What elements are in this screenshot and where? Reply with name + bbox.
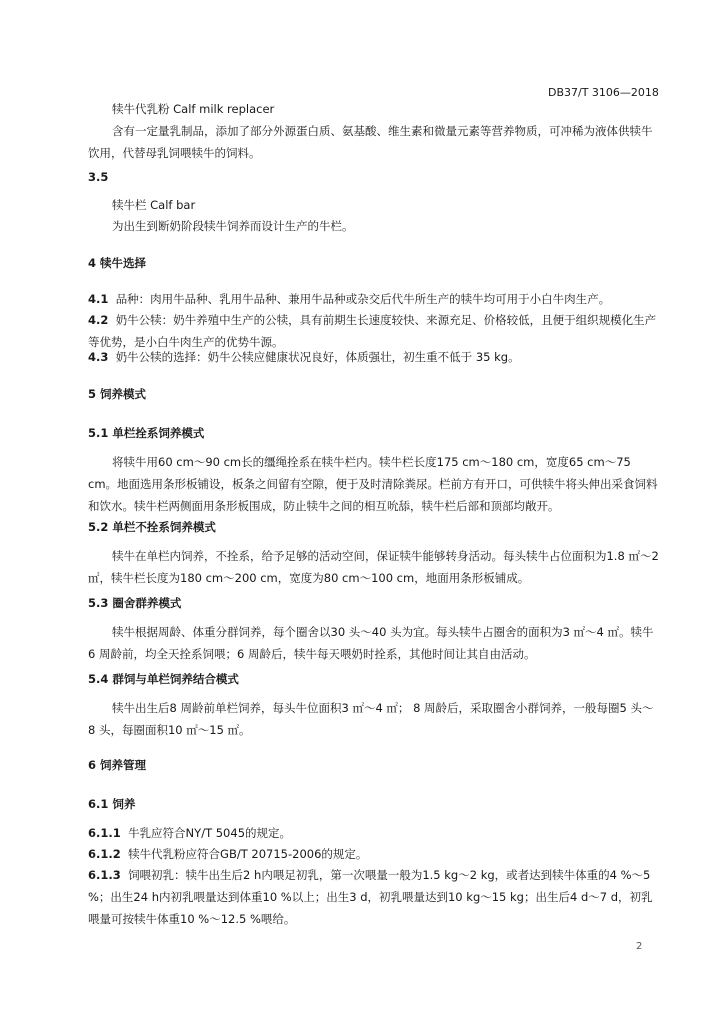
clause-number: 6.1.3: [88, 868, 121, 882]
section-4-heading: 4 犊牛选择: [88, 256, 147, 270]
clause-text: 牛乳应符合NY/T 5045的规定。: [128, 826, 292, 840]
clause-number: 4.1: [88, 292, 109, 306]
section-5-3-text: 犊牛根据周龄、体重分群饲养，每个圈舍以30 头～40 头为宜。每头犊牛占圈舍的面积为3 ㎡～4 ㎡。犊牛6 周龄前，均全天拴系饲喂；6 周龄后，犊牛每天喂奶时拴系，其他时间让其自由活动。: [88, 625, 654, 661]
section-5-1-heading: 5.1 单栏拴系饲养模式: [88, 426, 205, 440]
clause-number: 4.2: [88, 313, 109, 327]
section-5-2-heading: 5.2 单栏不拴系饲养模式: [88, 520, 216, 534]
standard-code: DB37/T 3106—2018: [548, 86, 659, 99]
section-5-4-text: 犊牛出生后8 周龄前单栏饲养，每头牛位面积3 ㎡～4 ㎡； 8 周龄后，采取圈舍小群饲养，一般每圈5 头～8 头，每圈面积10 ㎡～15 ㎡。: [88, 701, 654, 737]
clause-text: 犊牛代乳粉应符合GB/T 20715-2006的规定。: [128, 847, 368, 861]
clause-6-1-2: [88, 843, 660, 865]
section-5-2-text: 犊牛在单栏内饲养，不拴系，给予足够的活动空间，保证犊牛能够转身活动。每头犊牛占位面积为1.8 ㎡～2 ㎡，犊牛栏长度为180 cm～200 cm，宽度为80 cm～100 cm，地面用条形板铺成。: [88, 549, 659, 585]
term-definition-milk-replacer: 含有一定量乳制品，添加了部分外源蛋白质、氨基酸、维生素和微量元素等营养物质，可冲稀为液体供犊牛饮用，代替母乳饲喂犊牛的饲料。: [88, 124, 653, 160]
clause-4-3: [88, 346, 660, 368]
clause-number: 6.1.1: [88, 826, 121, 840]
term-number-3-5: 3.5: [88, 170, 109, 184]
clause-4-1: [88, 288, 660, 310]
clause-text: 奶牛公犊：奶牛养殖中生产的公犊，具有前期生长速度较快、来源充足、价格较低，且便于组织规模化生产等优势，是小白牛肉生产的优势牛源。: [88, 313, 657, 349]
clause-text: 品种：肉用牛品种、乳用牛品种、兼用牛品种或杂交后代牛所生产的犊牛均可用于小白牛肉生产。: [115, 292, 611, 306]
clause-6-1-3: [88, 864, 660, 930]
section-5-1-text: 将犊牛用60 cm～90 cm长的缰绳拴系在犊牛栏内。犊牛栏长度175 cm～180 cm，宽度65 cm～75 cm。地面选用条形板铺设，板条之间留有空隙，便于及时清除粪尿。栏前方有开口，可供犊牛将头伸出采食饲料和饮水。犊牛栏两侧面用条形板围成，防止犊牛之间的相互吮舔，犊牛栏后部和顶部均敞开。: [88, 455, 658, 513]
term-title-calf-bar: 犊牛栏 Calf bar: [112, 198, 196, 212]
section-6-1-heading: 6.1 饲养: [88, 797, 136, 811]
clause-6-1-1: [88, 822, 660, 844]
section-5-4-heading: 5.4 群饲与单栏饲养结合模式: [88, 672, 239, 686]
section-6-heading: 6 饲养管理: [88, 758, 147, 772]
clause-number: 4.3: [88, 350, 109, 364]
clause-text: 奶牛公犊的选择：奶牛公犊应健康状况良好，体质强壮，初生重不低于 35 kg。: [115, 350, 520, 364]
clause-number: 6.1.2: [88, 847, 121, 861]
term-definition-calf-bar: 为出生到断奶阶段犊牛饲养而设计生产的牛栏。: [112, 219, 354, 233]
term-title-milk-replacer: 犊牛代乳粉 Calf milk replacer: [112, 102, 275, 116]
section-5-heading: 5 饲养模式: [88, 387, 147, 401]
page-number: 2: [636, 941, 643, 952]
clause-text: 饲喂初乳：犊牛出生后2 h内喂足初乳，第一次喂量一般为1.5 kg～2 kg，或者达到犊牛体重的4 %～5 %；出生24 h内初乳喂量达到体重10 %以上；出生3 d，初乳喂量达到10 kg～15 kg；出生后4 d～7 d，初乳喂量可按犊牛体重10 %～12.5 %喂给。: [88, 868, 653, 926]
section-5-3-heading: 5.3 圈舍群养模式: [88, 596, 182, 610]
